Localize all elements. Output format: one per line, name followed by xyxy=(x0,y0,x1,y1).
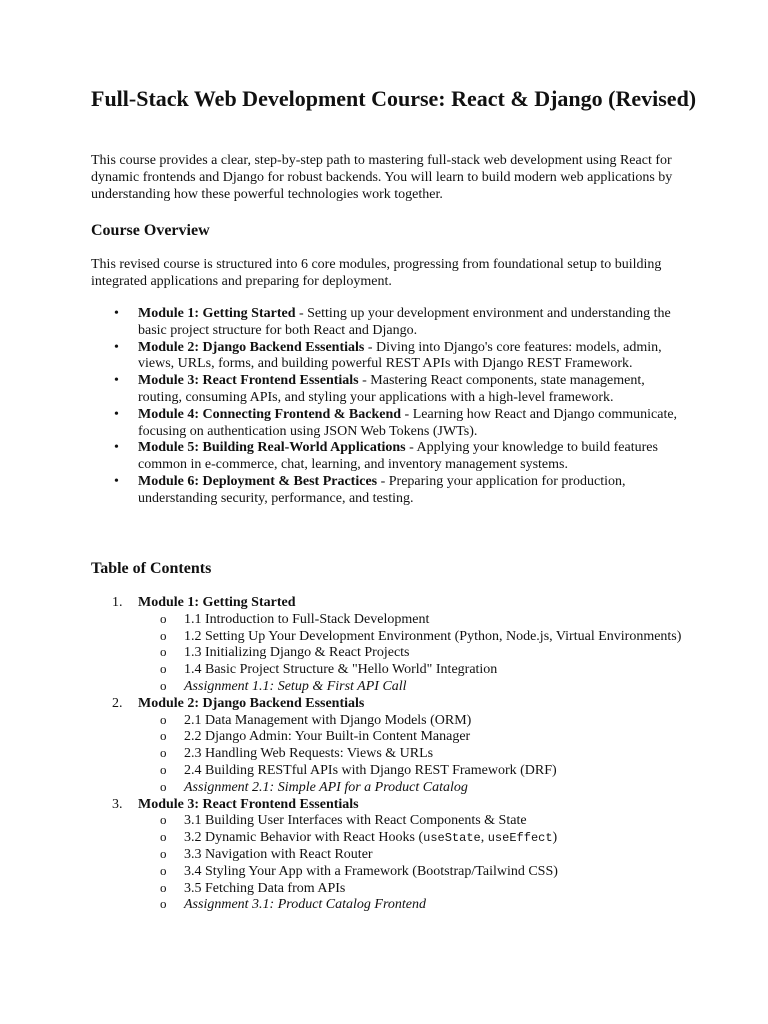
circle-bullet-icon: o xyxy=(160,661,167,677)
toc-subitem-text: 2.2 Django Admin: Your Built-in Content Manager xyxy=(184,729,471,745)
circle-bullet-icon: o xyxy=(160,677,167,693)
module-list xyxy=(91,306,691,508)
circle-bullet-icon: o xyxy=(160,829,167,845)
circle-bullet-icon: o xyxy=(160,879,167,895)
module-name: Module 3: React Frontend Essentials xyxy=(138,373,359,389)
module-desc: - Diving into Django's core features: models, admin, views, URLs, forms, and building powerful REST APIs with Django REST Framework. xyxy=(138,339,662,372)
toc-sublist xyxy=(138,612,691,696)
toc-sublist xyxy=(138,813,691,914)
toc-subitem xyxy=(138,813,691,830)
overview-paragraph: This revised course is structured into 6 core modules, progressing from foundational setup to building integrated applications and preparing for deployment. xyxy=(91,257,662,289)
list-item xyxy=(91,306,691,340)
toc-module xyxy=(91,595,691,696)
toc-subitem-text: 3.1 Building User Interfaces with React Components & State xyxy=(184,813,527,829)
toc-module xyxy=(91,696,691,797)
circle-bullet-icon: o xyxy=(160,845,167,861)
module-desc: - Preparing your application for production, understanding security, performance, and testing. xyxy=(138,473,626,506)
toc-subitem-text: 1.4 Basic Project Structure & "Hello World" Integration xyxy=(184,662,498,678)
document-title: Full-Stack Web Development Course: React & Django (Revised) xyxy=(91,86,697,111)
toc-assignment-text: Assignment 3.1: Product Catalog Frontend xyxy=(184,897,426,913)
toc-subitem xyxy=(138,662,691,679)
toc-subitem-text: 3.5 Fetching Data from APIs xyxy=(184,880,346,896)
toc-assignment xyxy=(138,679,691,696)
circle-bullet-icon: o xyxy=(160,812,167,828)
circle-bullet-icon: o xyxy=(160,761,167,777)
toc-module-title: Module 1: Getting Started xyxy=(138,595,296,610)
toc-assignment xyxy=(138,780,691,797)
circle-bullet-icon: o xyxy=(160,728,167,744)
toc-subitem xyxy=(138,645,691,662)
module-name: Module 6: Deployment & Best Practices xyxy=(138,473,378,489)
circle-bullet-icon: o xyxy=(160,711,167,727)
list-item xyxy=(91,407,691,441)
circle-bullet-icon: o xyxy=(160,644,167,660)
toc-subitem xyxy=(138,713,691,730)
circle-bullet-icon: o xyxy=(160,862,167,878)
circle-bullet-icon: o xyxy=(160,896,167,912)
toc-subitem xyxy=(138,881,691,898)
module-name: Module 4: Connecting Frontend & Backend xyxy=(138,406,402,422)
toc-subitem-text: 1.3 Initializing Django & React Projects xyxy=(184,645,410,661)
bullet-icon: • xyxy=(114,339,119,355)
module-name: Module 1: Getting Started xyxy=(138,306,296,321)
toc-subitem xyxy=(138,763,691,780)
toc-subitem xyxy=(138,864,691,881)
toc-subitem-text-part: 3.2 Dynamic Behavior with React Hooks ( xyxy=(184,830,424,846)
toc-module-title: Module 2: Django Backend Essentials xyxy=(138,695,365,711)
toc-module-title: Module 3: React Frontend Essentials xyxy=(138,796,359,812)
list-item xyxy=(91,340,691,374)
circle-bullet-icon: o xyxy=(160,610,167,626)
list-item xyxy=(91,373,691,407)
toc-module xyxy=(91,797,691,915)
circle-bullet-icon: o xyxy=(160,745,167,761)
module-desc: - Applying your knowledge to build features common in e-commerce, chat, learning, and inventory management systems. xyxy=(138,440,658,473)
module-desc: - Learning how React and Django communicate, focusing on authentication using JSON Web Tokens (JWTs). xyxy=(138,406,678,439)
toc-subitem-text: 3.4 Styling Your App with a Framework (Bootstrap/Tailwind CSS) xyxy=(184,863,558,879)
module-desc: - Setting up your development environment and understanding the basic project structure for both React and Django. xyxy=(138,306,671,338)
toc-assignment-text: Assignment 1.1: Setup & First API Call xyxy=(184,678,407,694)
module-name: Module 5: Building Real-World Applications xyxy=(138,440,406,456)
toc-subitem xyxy=(138,629,691,646)
module-name: Module 2: Django Backend Essentials xyxy=(138,339,365,355)
toc-number: 3. xyxy=(112,796,123,812)
list-item xyxy=(91,474,691,508)
toc-number: 2. xyxy=(112,695,123,711)
bullet-icon: • xyxy=(114,306,119,321)
toc-subitem-text: 2.4 Building RESTful APIs with Django REST Framework (DRF) xyxy=(184,762,557,778)
table-of-contents xyxy=(91,595,691,914)
toc-subitem xyxy=(138,746,691,763)
toc-assignment xyxy=(138,897,691,914)
code-useeffect: useEffect xyxy=(487,831,553,846)
toc-subitem xyxy=(138,847,691,864)
toc-subitem-text: 3.3 Navigation with React Router xyxy=(184,846,373,862)
toc-sublist xyxy=(138,713,691,797)
circle-bullet-icon: o xyxy=(160,627,167,643)
list-item xyxy=(91,440,691,474)
toc-subitem-text-part: ) xyxy=(552,830,558,846)
bullet-icon: • xyxy=(114,473,119,489)
toc-subitem xyxy=(138,830,691,847)
toc-assignment-text: Assignment 2.1: Simple API for a Product Catalog xyxy=(184,779,468,795)
toc-subitem-text: 1.2 Setting Up Your Development Environment (Python, Node.js, Virtual Environments) xyxy=(184,628,682,644)
toc-subitem xyxy=(138,612,691,629)
toc-subitem-text: 2.3 Handling Web Requests: Views & URLs xyxy=(184,746,434,762)
toc-subitem-text-part: , xyxy=(480,830,488,846)
overview-heading: Course Overview xyxy=(91,222,210,239)
toc-number: 1. xyxy=(112,595,123,610)
intro-paragraph: This course provides a clear, step-by-step path to mastering full-stack web development using React for dynamic frontends and Django for robust backends. You will learn to build modern web applications by understanding how these powerful technologies work together. xyxy=(91,153,673,202)
circle-bullet-icon: o xyxy=(160,778,167,794)
toc-heading: Table of Contents xyxy=(91,560,212,577)
module-desc: - Mastering React components, state management, routing, consuming APIs, and styling your applications with a high-level framework. xyxy=(138,373,645,405)
bullet-icon: • xyxy=(114,373,119,389)
toc-subitem-text: 2.1 Data Management with Django Models (ORM) xyxy=(184,712,472,728)
toc-subitem-text xyxy=(184,830,557,845)
toc-subitem-text: 1.1 Introduction to Full-Stack Development xyxy=(184,611,430,627)
code-usestate: useState xyxy=(423,831,481,846)
bullet-icon: • xyxy=(114,406,119,422)
bullet-icon: • xyxy=(114,440,119,456)
toc-subitem xyxy=(138,729,691,746)
